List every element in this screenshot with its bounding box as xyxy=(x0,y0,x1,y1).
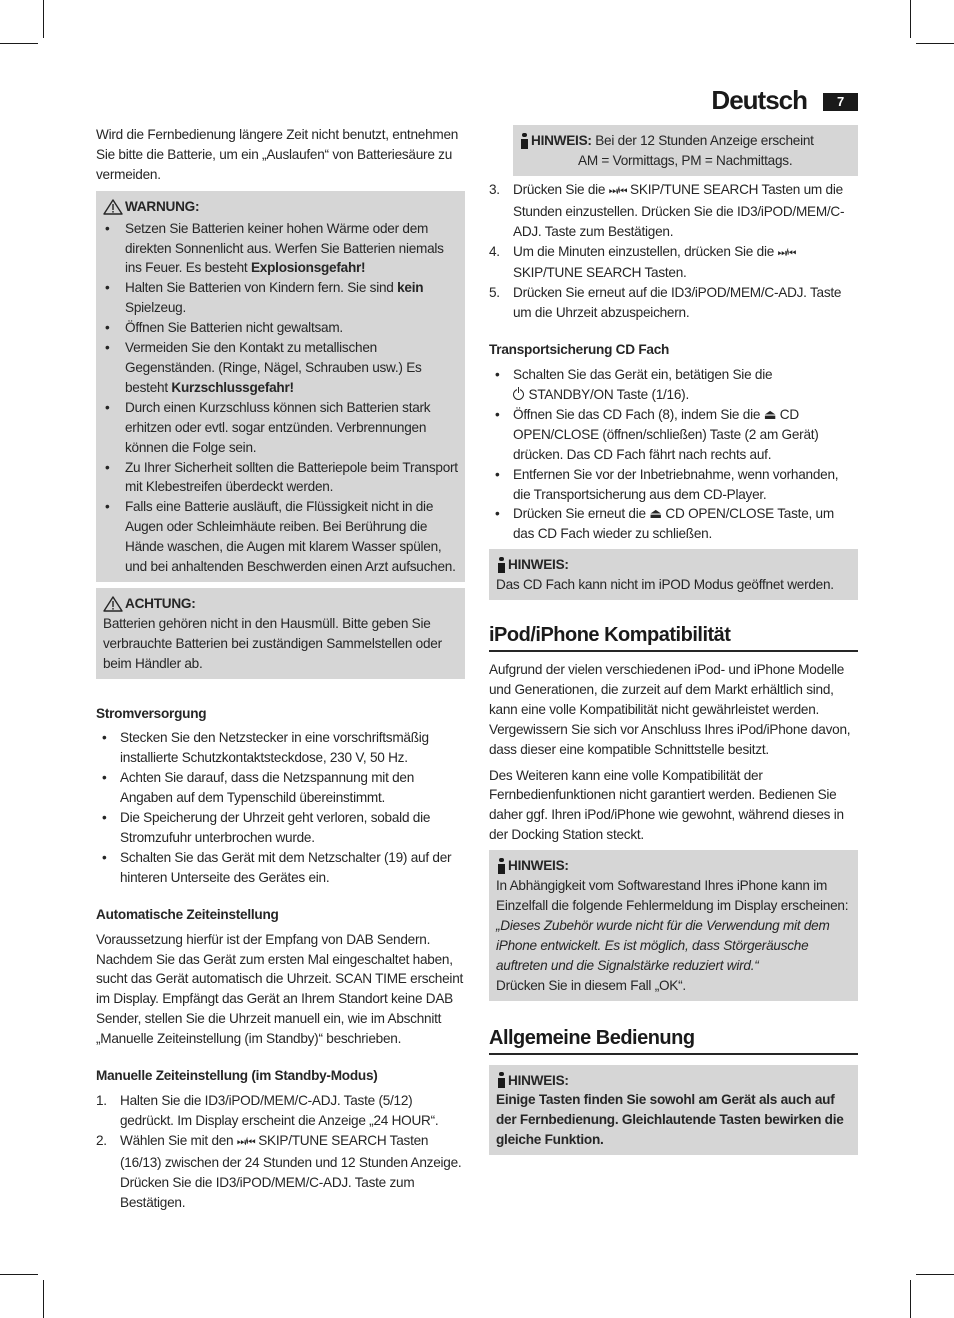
hint-12h-line2: AM = Vormittags, PM = Nachmittags. xyxy=(578,152,793,168)
list-item: • Öffnen Sie das CD Fach (8), indem Sie die ⏏ CD OPEN/CLOSE (öffnen/schließen) Taste (2 am Gerät) drücken. Das CD Fach fährt nach rechts auf. xyxy=(489,405,858,465)
list-item: • Schalten Sie das Gerät mit dem Netzschalter (19) auf der hinteren Unterseite des Gerätes ein. xyxy=(96,848,465,888)
caution-title xyxy=(103,594,458,614)
list-item: • Drücken Sie erneut die ⏏ CD OPEN/CLOSE Taste, um das CD Fach wieder zu schließen. xyxy=(489,504,858,544)
intro-paragraph: Wird die Fernbedienung längere Zeit nicht benutzt, entnehmen Sie bitte die Batterie, um ein „Auslaufen“ von Batteriesäure zu vermeiden. xyxy=(96,127,459,182)
step-item: 3. Drücken Sie die ⏭/⏮ SKIP/TUNE SEARCH Tasten um die Stunden einzustellen. Drücken Sie die ID3/iPOD/MEM/C-ADJ. Taste zum Bestätigen. xyxy=(489,181,845,239)
info-icon xyxy=(496,1072,506,1088)
step-item: 5. Drücken Sie erneut auf die ID3/iPOD/MEM/C-ADJ. Taste um die Uhrzeit abzuspeichern. xyxy=(489,285,842,321)
list-item: • Vermeiden Sie den Kontakt zu metallischen Gegenständen. (Ringe, Nägel, Schrauben usw.) Es besteht Kurzschlussgefahr! xyxy=(103,338,458,398)
crop-mark xyxy=(910,0,911,38)
crop-mark xyxy=(910,1280,911,1318)
hint-box-cd xyxy=(489,549,858,600)
warning-triangle-icon xyxy=(103,199,123,215)
hint-box-12h xyxy=(513,125,858,176)
left-column xyxy=(96,125,465,1212)
section-title-manual-time: Manuelle Zeiteinstellung (im Standby-Modus) xyxy=(96,1068,378,1084)
hint-box-general xyxy=(489,1065,858,1156)
list-item: • Stecken Sie den Netzstecker in eine vorschriftsmäßig installierte Schutzkontaktsteckdose, 230 V, 50 Hz. xyxy=(96,728,465,768)
section-title-power: Stromversorgung xyxy=(96,705,207,721)
power-icon xyxy=(513,389,524,400)
crop-mark xyxy=(43,0,44,38)
step-item: 1. Halten Sie die ID3/iPOD/MEM/C-ADJ. Taste (5/12) gedrückt. Im Display erscheint die Anzeige „24 HOUR“. xyxy=(96,1092,439,1128)
crop-mark xyxy=(916,1274,954,1275)
right-column xyxy=(489,125,858,1155)
step-item: 2. Wählen Sie mit den ⏭/⏮ SKIP/TUNE SEARCH Tasten (16/13) zwischen der 24 Stunden und 12 Stunden Anzeige. Drücken Sie die ID3/iPOD/MEM/C-ADJ. Taste zum Bestätigen. xyxy=(96,1132,462,1210)
section-title-auto-time: Automatische Zeiteinstellung xyxy=(96,906,279,922)
skip-icon: ⏭/⏮ xyxy=(777,247,796,259)
language-title: Deutsch xyxy=(711,85,807,115)
hint-iphone-text: In Abhängigkeit vom Softwarestand Ihres iPhone kann im Einzelfall die folgende Fehlermeldung im Display erscheinen: xyxy=(496,878,849,913)
manual-time-steps-cont xyxy=(489,180,858,323)
hint-box-iphone xyxy=(489,850,858,1000)
hint-cd-title: HINWEIS: xyxy=(496,555,851,575)
hint-cd-text: Das CD Fach kann nicht im iPOD Modus geöffnet werden. xyxy=(496,577,834,593)
info-icon xyxy=(496,858,506,874)
transport-list xyxy=(489,365,858,544)
hint-iphone-title: HINWEIS: xyxy=(496,856,851,876)
hint-general-text: Einige Tasten finden Sie sowohl am Gerät als auch auf der Fernbedienung. Gleichlautende Tasten bewirken die gleiche Funktion. xyxy=(496,1092,844,1148)
crop-mark xyxy=(916,43,954,44)
section-title-transport: Transportsicherung CD Fach xyxy=(489,342,670,358)
warning-triangle-icon xyxy=(103,596,123,612)
skip-icon: ⏭/⏮ xyxy=(608,185,627,197)
warning-label: WARNUNG: xyxy=(125,198,200,214)
hint-label: HINWEIS: xyxy=(531,133,592,148)
page-number: 7 xyxy=(823,93,858,111)
hint-general-title: HINWEIS: xyxy=(496,1071,851,1091)
list-item: • Durch einen Kurzschluss können sich Batterien stark erhitzen oder evtl. sogar entzünden. Verbrennungen können die Folge sein. xyxy=(103,398,458,458)
skip-icon: ⏭/⏮ xyxy=(236,1136,255,1148)
list-item: • Schalten Sie das Gerät ein, betätigen Sie die STANDBY/ON Taste (1/16). xyxy=(489,365,858,405)
list-item: • Achten Sie darauf, dass die Netzspannung mit den Angaben auf dem Typenschild übereinstimmt. xyxy=(96,768,465,808)
eject-icon: ⏏ xyxy=(763,406,777,422)
hint-12h-line1: HINWEIS: Bei der 12 Stunden Anzeige erscheint xyxy=(519,131,852,151)
list-item: • Entfernen Sie vor der Inbetriebnahme, wenn vorhanden, die Transportsicherung aus dem CD-Player. xyxy=(489,465,858,505)
hint-iphone-after: Drücken Sie in diesem Fall „OK“. xyxy=(496,977,686,993)
power-list xyxy=(96,728,465,887)
list-item: • Falls eine Batterie ausläuft, die Flüssigkeit nicht in die Augen oder Schleimhäute reiben. Bei Berührung die Hände waschen, die Augen mit klarem Wasser spülen, und bei anhaltenden Beschwerden einen Arzt aufsuchen. xyxy=(103,497,458,577)
crop-mark xyxy=(43,1280,44,1318)
list-item: • Setzen Sie Batterien keiner hohen Wärme oder dem direkten Sonnenlicht aus. Werfen Sie Batterien niemals ins Feuer. Es besteht Explosionsgefahr! xyxy=(103,219,458,279)
heading-general-operation: Allgemeine Bedienung xyxy=(489,1025,858,1055)
warning-box xyxy=(96,191,465,582)
step-item: 4. Um die Minuten einzustellen, drücken Sie die ⏭/⏮ SKIP/TUNE SEARCH Tasten. xyxy=(489,243,796,281)
crop-mark xyxy=(0,1274,38,1275)
list-item: • Die Speicherung der Uhrzeit geht verloren, sobald die Stromzufuhr unterbrochen wurde. xyxy=(96,808,465,848)
list-item: • Öffnen Sie Batterien nicht gewaltsam. xyxy=(103,318,458,338)
list-item: • Zu Ihrer Sicherheit sollten die Batteriepole beim Transport mit Klebestreifen überdeckt werden. xyxy=(103,458,458,498)
warning-list xyxy=(103,219,458,577)
heading-ipod-compat: iPod/iPhone Kompatibilität xyxy=(489,622,858,652)
info-icon xyxy=(496,557,506,573)
caution-box xyxy=(96,588,465,679)
hint-iphone-quote: „Dieses Zubehör wurde nicht für die Verwendung mit dem iPhone entwickelt. Es ist möglich, dass Störgeräusche auftreten und die Signalstärke reduziert wird.“ xyxy=(496,917,830,973)
caution-text: Batterien gehören nicht in den Hausmüll. Bitte geben Sie verbrauchte Batterien bei zuständigen Sammelstellen oder beim Händler ab. xyxy=(103,615,442,671)
caution-label: ACHTUNG: xyxy=(125,595,196,611)
manual-time-steps xyxy=(96,1091,465,1212)
eject-icon: ⏏ xyxy=(649,506,662,522)
ipod-paragraph-2: Des Weiteren kann eine volle Kompatibilität der Fernbedienfunktionen nicht garantiert werden. Bedienen Sie daher ggf. Ihren iPod/iPhone wie gewohnt, während dieses in der Docking Station steckt. xyxy=(489,767,844,843)
warning-title xyxy=(103,197,458,217)
info-icon xyxy=(519,133,529,149)
list-item: • Halten Sie Batterien von Kindern fern. Sie sind kein Spielzeug. xyxy=(103,278,458,318)
auto-time-text: Voraussetzung hierfür ist der Empfang von DAB Sendern. Nachdem Sie das Gerät zum ersten Mal eingeschaltet haben, sucht das Gerät automatisch die Uhrzeit. SCAN TIME erscheint im Display. Empfängt das Gerät an Ihrem Standort keine DAB Sender, stellen Sie die Uhrzeit manuell ein, wie im Abschnitt „Manuelle Zeiteinstellung (im Standby)“ beschrieben. xyxy=(96,931,464,1047)
crop-mark xyxy=(0,43,38,44)
ipod-paragraph-1: Aufgrund der vielen verschiedenen iPod- und iPhone Modelle und Generationen, die zurzeit auf dem Markt erhältlich sind, kann eine volle Kompatibilität nicht gewährleistet werden. Vergewissern Sie sich vor Anschluss Ihres iPod/iPhone davon, dass dieser eine kompatible Schnittstelle besitzt. xyxy=(489,662,851,757)
